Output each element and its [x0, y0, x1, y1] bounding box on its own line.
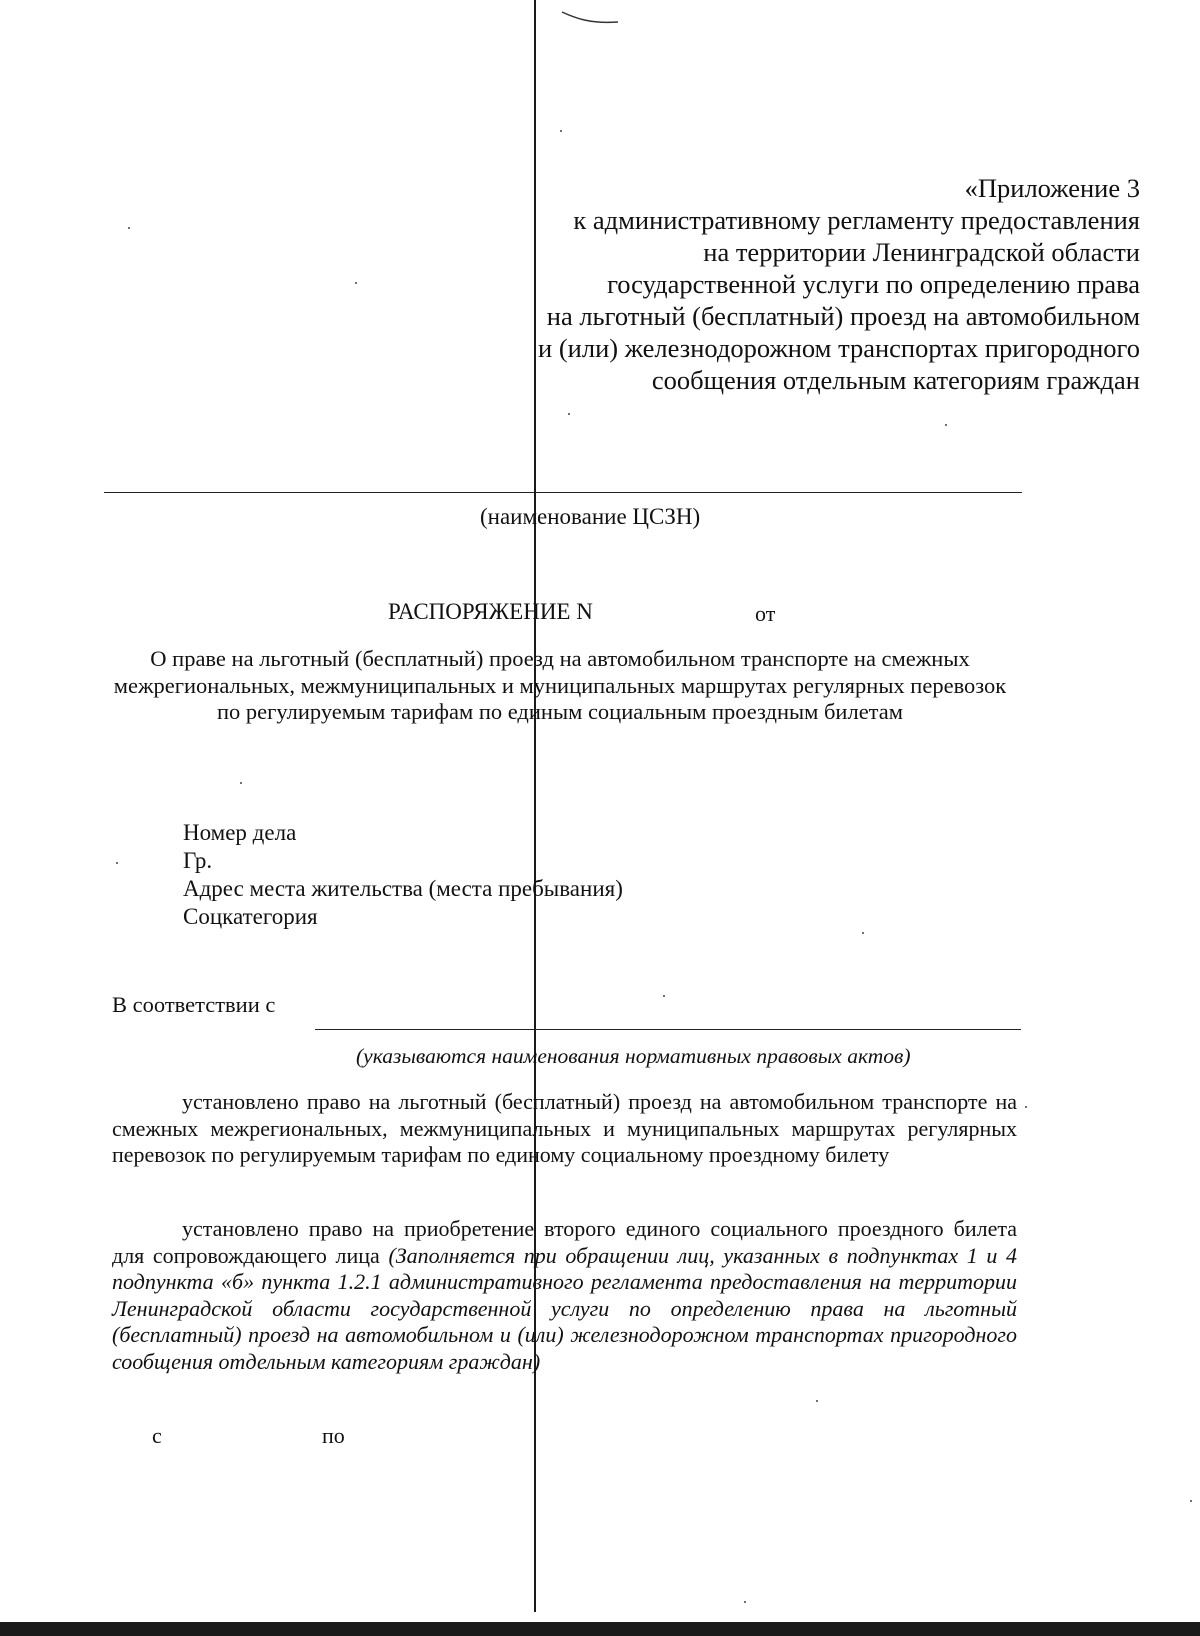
appendix-line: государственной услуги по определению права [607, 269, 1140, 299]
order-date-label: от [755, 601, 776, 626]
scan-scratch-mark [560, 10, 620, 24]
issuer-caption: (наименование ЦСЗН) [480, 504, 701, 529]
appendix-line: на территории Ленинградской области [703, 237, 1140, 267]
basis-line [315, 1029, 1021, 1030]
basis-label: В соответствии с [112, 992, 276, 1017]
appendix-line: сообщения отдельным категориям граждан [651, 365, 1140, 395]
citizen-label: Гр. [183, 848, 213, 873]
appendix-header [440, 172, 1140, 396]
issuer-name-line [104, 492, 1022, 493]
paragraph-second-ticket-note: (Заполняется при обращении лиц, указанных в подпунктах 1 и 4 подпункта «б» пункта 1.2.1 административного регламента предоставления на территории Ленинградской области государственной услуги по определению права на льготный (бесплатный) проезд на автомобильном и (или) железнодорожном транспортах пригородного сообщения отдельным категориям граждан) [112, 1242, 1017, 1374]
case-fields [183, 819, 623, 931]
address-label: Адрес места жительства (места пребывания) [183, 876, 623, 901]
basis-caption: (указываются наименования нормативных правовых актов) [356, 1044, 911, 1068]
case-number-label: Номер дела [183, 820, 297, 845]
social-category-label: Соцкатегория [183, 904, 318, 929]
paragraph-second-ticket [112, 1216, 1017, 1375]
appendix-line: к административному регламенту предоставления [573, 205, 1140, 235]
appendix-line: на льготный (бесплатный) проезд на автомобильном [546, 301, 1140, 331]
paragraph-right-free-travel: установлено право на льготный (бесплатный) проезд на автомобильном транспорте на смежных межрегиональных, межмуниципальных и муниципальных маршрутах регулярных перевозок по регулируемым тарифам по единому социальному проездному билету [112, 1089, 1017, 1167]
appendix-line: и (или) железнодорожном транспортах пригородного [538, 333, 1140, 363]
scan-bottom-edge [0, 1622, 1200, 1636]
appendix-line: «Приложение 3 [964, 173, 1140, 203]
period-from-label: с [152, 1423, 162, 1448]
period-to-label: по [322, 1423, 345, 1448]
order-title: РАСПОРЯЖЕНИЕ N [388, 599, 593, 624]
paragraph-second-ticket-text: установлено право на приобретение второго единого социального проездного билета для сопровождающего лица [112, 1216, 1017, 1268]
order-subject: О праве на льготный (бесплатный) проезд на автомобильном транспорте на смежных межрегиональных, межмуниципальных и муниципальных маршрутах регулярных перевозок по регулируемым тарифам по единым социальным проездным билетам [113, 646, 1007, 724]
